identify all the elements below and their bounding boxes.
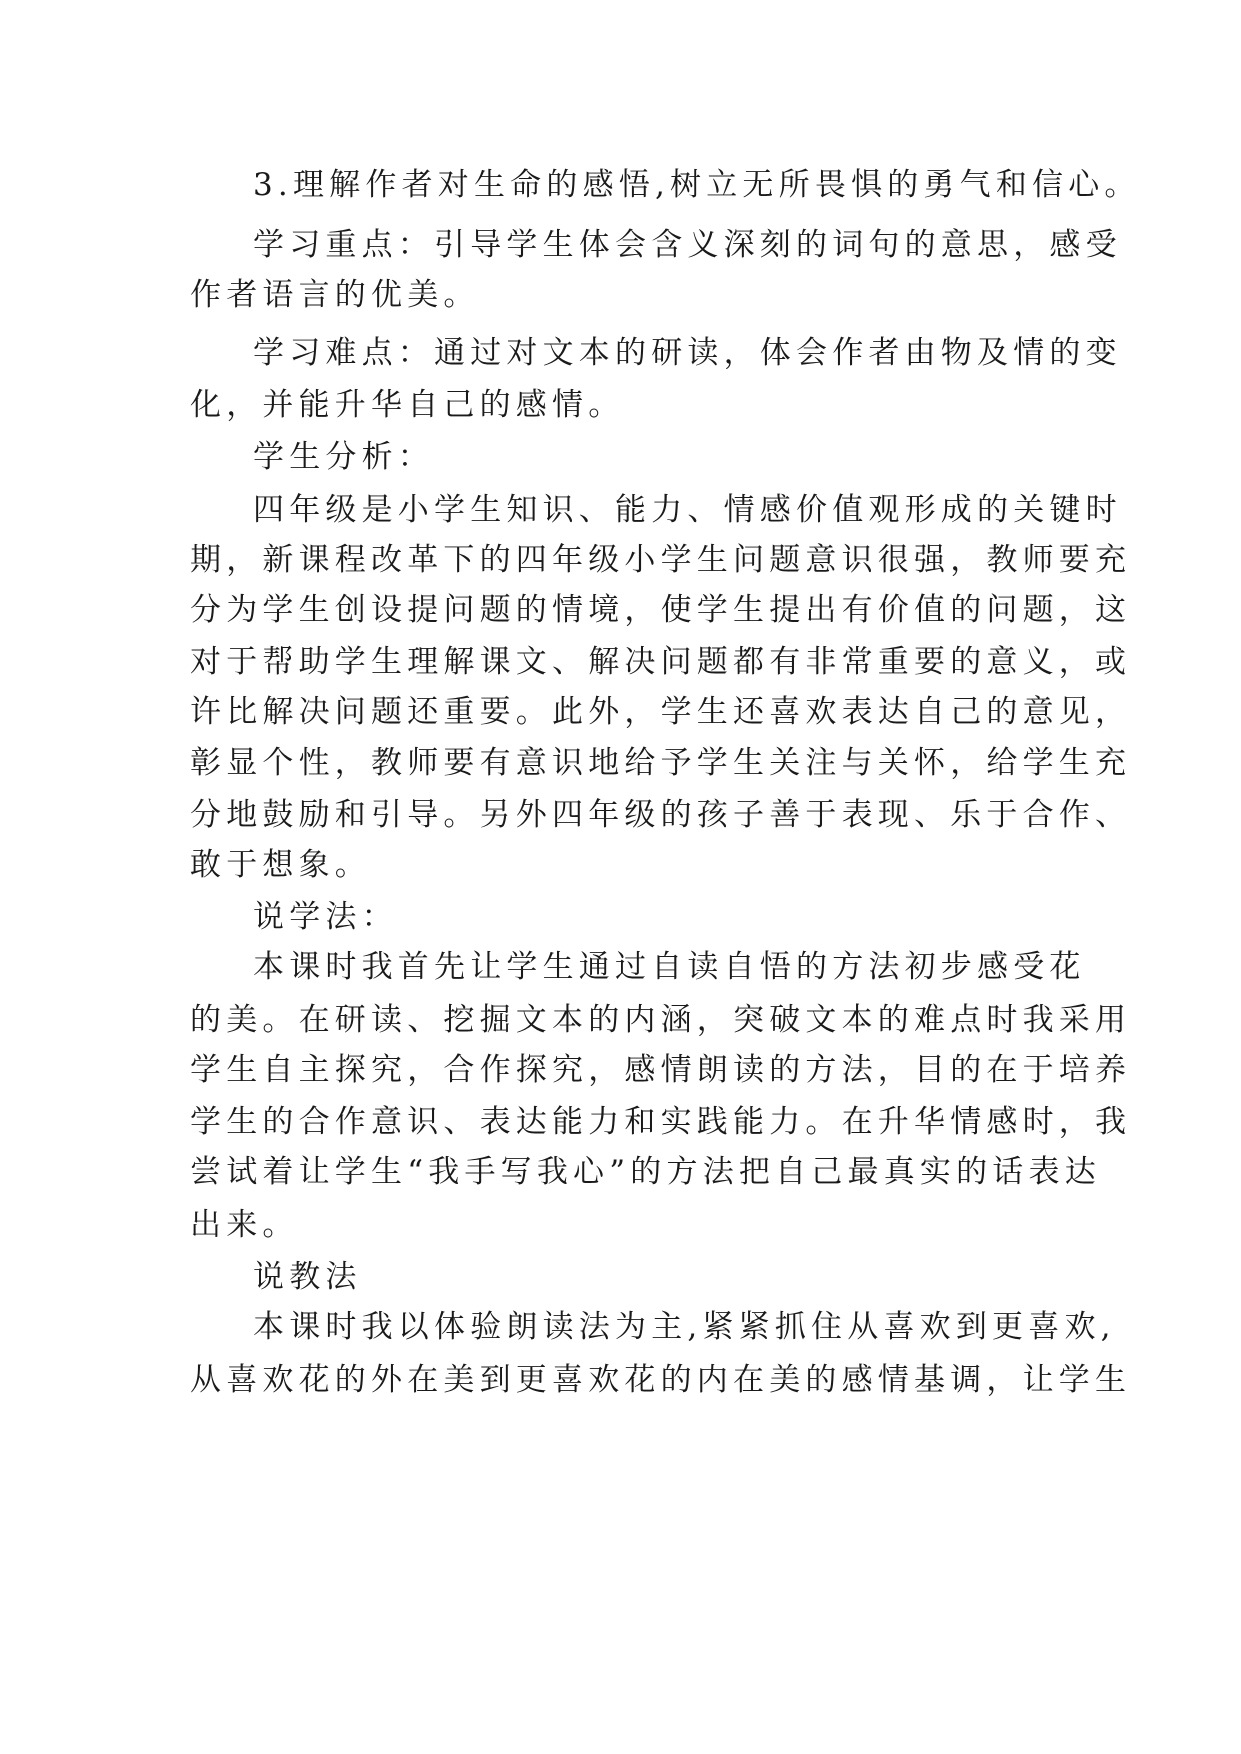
learning-method-line-2: 的美。在研读、挖掘文本的内涵，突破文本的难点时我采用 xyxy=(190,1002,1132,1038)
teaching-method-line-2: 从喜欢花的外在美到更喜欢花的内在美的感情基调，让学生 xyxy=(190,1362,1132,1398)
analysis-line-5: 许比解决问题还重要。此外，学生还喜欢表达自己的意见， xyxy=(190,694,1132,730)
teaching-method-line-1: 本课时我以体验朗读法为主,紧紧抓住从喜欢到更喜欢, xyxy=(253,1309,1116,1345)
analysis-line-7: 分地鼓励和引导。另外四年级的孩子善于表现、乐于合作、 xyxy=(190,797,1132,833)
learning-method-line-5: 尝试着让学生“我手写我心”的方法把自己最真实的话表达 xyxy=(190,1154,1101,1190)
analysis-line-2: 期，新课程改革下的四年级小学生问题意识很强，教师要充 xyxy=(190,542,1132,578)
analysis-line-8: 敢于想象。 xyxy=(190,847,371,883)
learning-method-line-6: 出来。 xyxy=(190,1207,299,1243)
key-point-line-1: 学习重点：引导学生体会含义深刻的词句的意思，感受 xyxy=(253,227,1122,263)
analysis-line-1: 四年级是小学生知识、能力、情感价值观形成的关键时 xyxy=(253,492,1122,528)
student-analysis-heading: 学生分析： xyxy=(253,439,434,475)
analysis-line-4: 对于帮助学生理解课文、解决问题都有非常重要的意义，或 xyxy=(190,644,1132,680)
analysis-line-6: 彰显个性，教师要有意识地给予学生关注与关怀，给学生充 xyxy=(190,745,1132,781)
learning-method-line-3: 学生自主探究，合作探究，感情朗读的方法，目的在于培养 xyxy=(190,1052,1132,1088)
teaching-method-heading: 说教法 xyxy=(253,1259,362,1295)
analysis-line-3: 分为学生创设提问题的情境，使学生提出有价值的问题，这 xyxy=(190,592,1132,628)
learning-method-heading: 说学法： xyxy=(253,899,398,935)
difficulty-line-1: 学习难点：通过对文本的研读，体会作者由物及情的变 xyxy=(253,335,1122,371)
learning-method-line-4: 学生的合作意识、表达能力和实践能力。在升华情感时，我 xyxy=(190,1104,1132,1140)
learning-method-line-1: 本课时我首先让学生通过自读自悟的方法初步感受花 xyxy=(253,949,1086,985)
key-point-line-2: 作者语言的优美。 xyxy=(190,277,480,313)
difficulty-line-2: 化，并能升华自己的感情。 xyxy=(190,387,625,423)
objective-3-line: 3.理解作者对生命的感悟,树立无所畏惧的勇气和信心。 xyxy=(253,167,1141,203)
